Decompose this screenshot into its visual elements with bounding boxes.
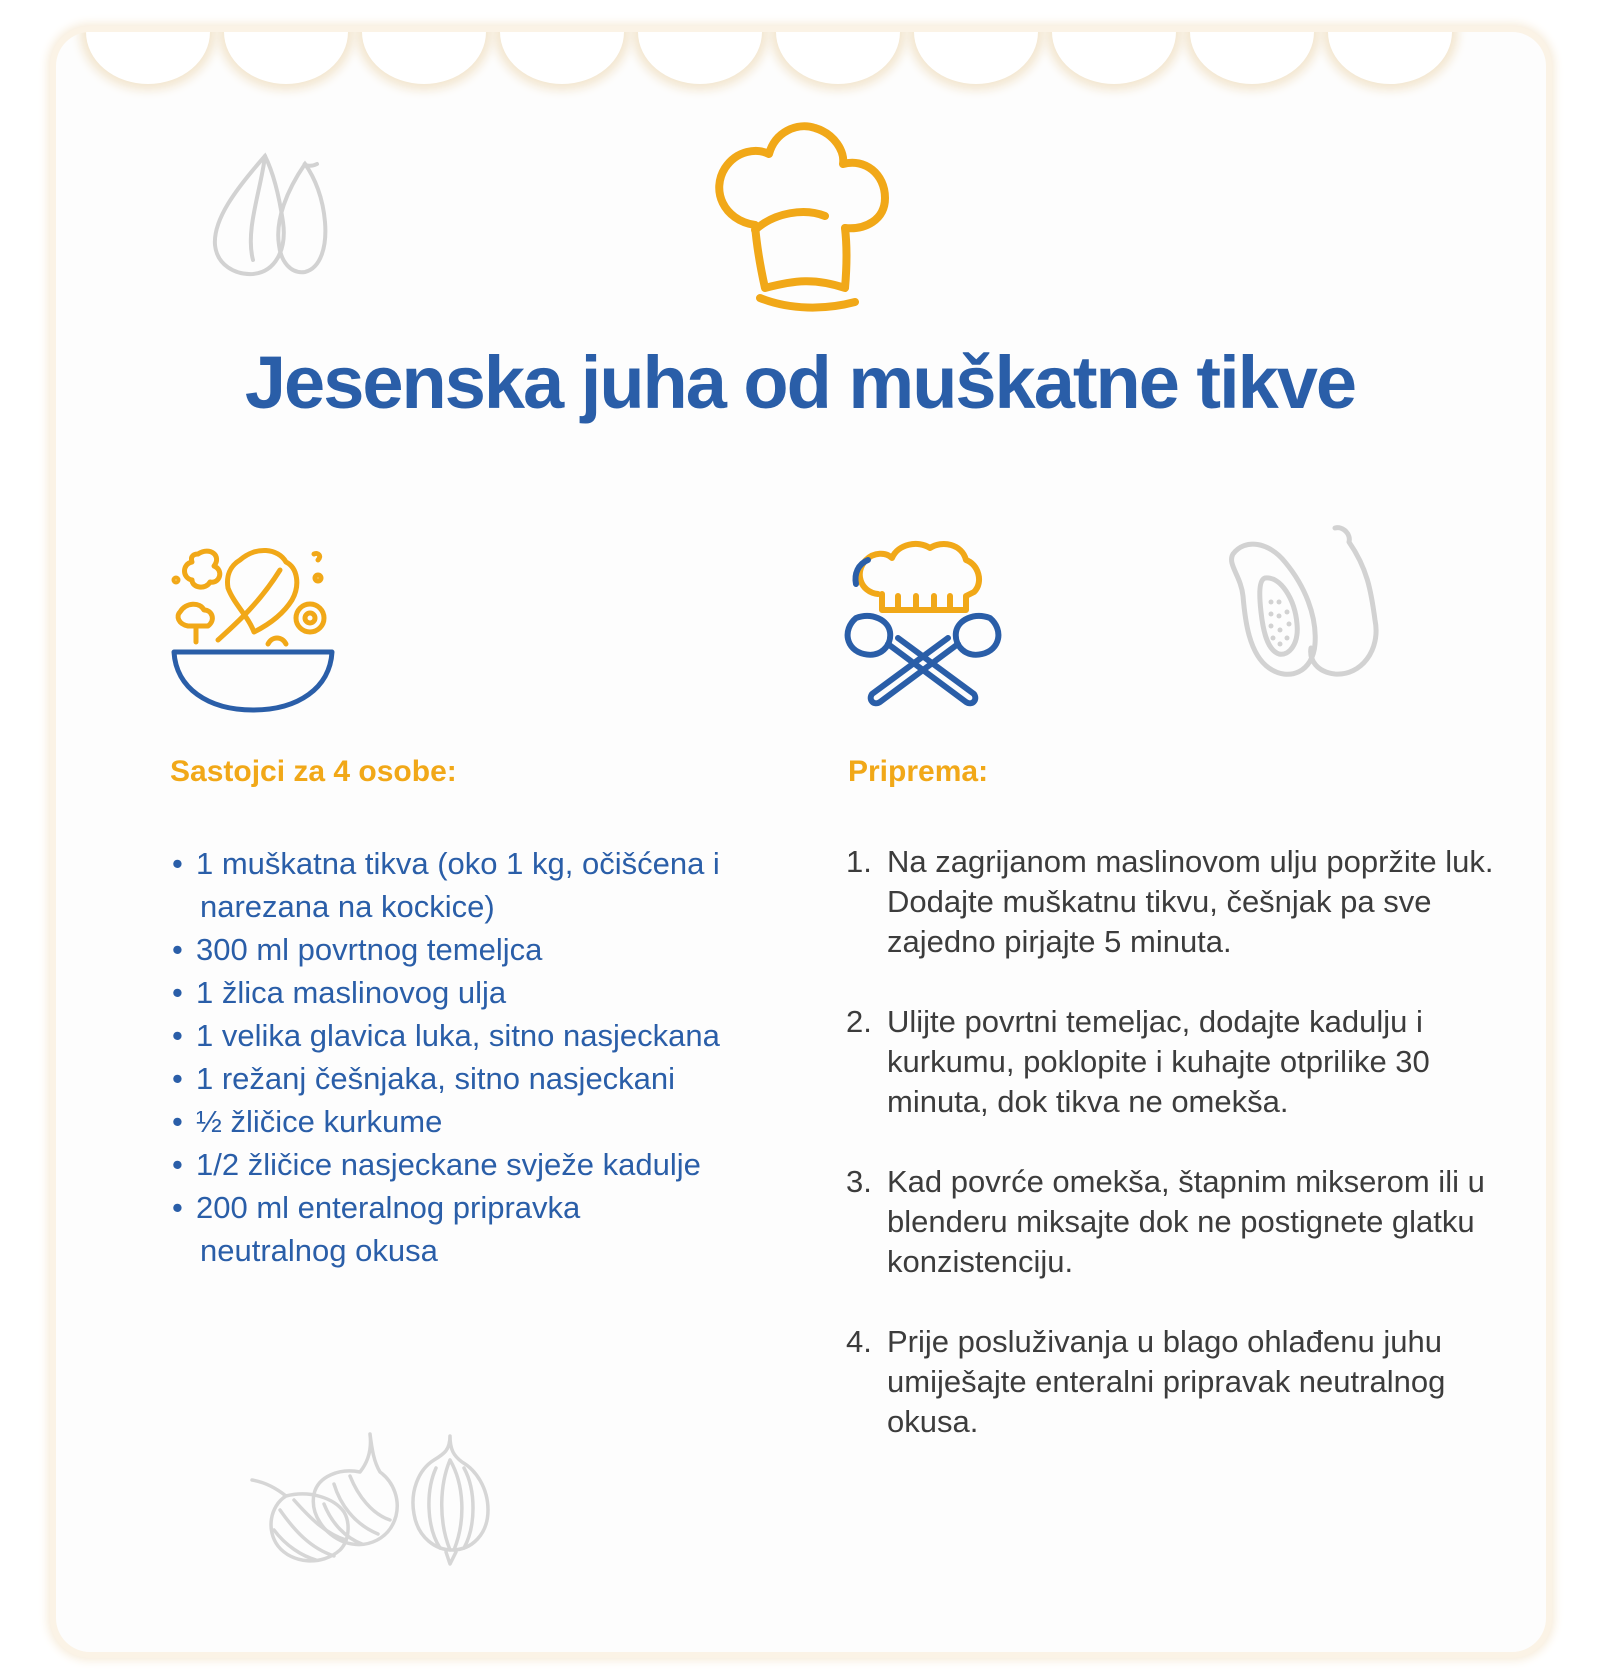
scallop-decoration bbox=[1052, 32, 1176, 84]
ingredients-heading: Sastojci za 4 osobe: bbox=[170, 755, 457, 788]
ingredients-list bbox=[172, 842, 732, 1272]
list-item: • 1 velika glavica luka, sitno nasjeckana bbox=[172, 1018, 720, 1053]
list-item: • 200 ml enteralnog pripravka neutralnog okusa bbox=[172, 1190, 581, 1268]
step-item: 2. Ulijte povrtni temeljac, dodajte kadulju i kurkumu, poklopite i kuhajte otprilike 30 minuta, dok tikva ne omekša. bbox=[846, 1004, 1430, 1119]
scallop-decoration bbox=[776, 32, 900, 84]
list-item: • ½ žličice kurkume bbox=[172, 1104, 443, 1139]
list-item: • 300 ml povrtnog temeljca bbox=[172, 932, 543, 967]
onions-icon bbox=[250, 1430, 500, 1570]
scallop-decoration bbox=[1328, 32, 1452, 84]
list-item: • 1 muškatna tikva (oko 1 kg, očišćena i narezana na kockice) bbox=[172, 846, 720, 924]
scallop-decoration bbox=[638, 32, 762, 84]
scallop-decoration bbox=[500, 32, 624, 84]
step-item: 3. Kad povrće omekša, štapnim mikserom ili u blenderu miksajte dok ne postignete glatku konzistenciju. bbox=[846, 1164, 1485, 1279]
list-item: • 1 žlica maslinovog ulja bbox=[172, 975, 507, 1010]
scallop-decoration bbox=[1190, 32, 1314, 84]
chef-hat-crossed-spoons-icon bbox=[838, 534, 1008, 714]
step-item: 4. Prije posluživanja u blago ohlađenu juhu umiješajte enteralni pripravak neutralnog okusa. bbox=[846, 1324, 1446, 1439]
preparation-heading: Priprema: bbox=[848, 755, 989, 788]
scallop-decoration bbox=[914, 32, 1038, 84]
scallop-decoration bbox=[362, 32, 486, 84]
salad-bowl-icon bbox=[168, 540, 338, 715]
scallop-decoration bbox=[86, 32, 210, 84]
pumpkin-seeds-icon bbox=[205, 150, 335, 280]
list-item: • 1/2 žličice nasjeckane svježe kadulje bbox=[172, 1147, 701, 1182]
chef-hat-icon bbox=[705, 120, 895, 320]
scallop-decoration bbox=[224, 32, 348, 84]
preparation-steps bbox=[846, 842, 1496, 1482]
step-item: 1. Na zagrijanom maslinovom ulju popržite luk. Dodajte muškatnu tikvu, češnjak pa sve zajedno pirjajte 5 minuta. bbox=[846, 844, 1494, 959]
papaya-icon bbox=[1225, 520, 1385, 690]
recipe-title: Jesenska juha od muškatne tikve bbox=[244, 341, 1356, 424]
list-item: • 1 režanj češnjaka, sitno nasjeckani bbox=[172, 1061, 676, 1096]
